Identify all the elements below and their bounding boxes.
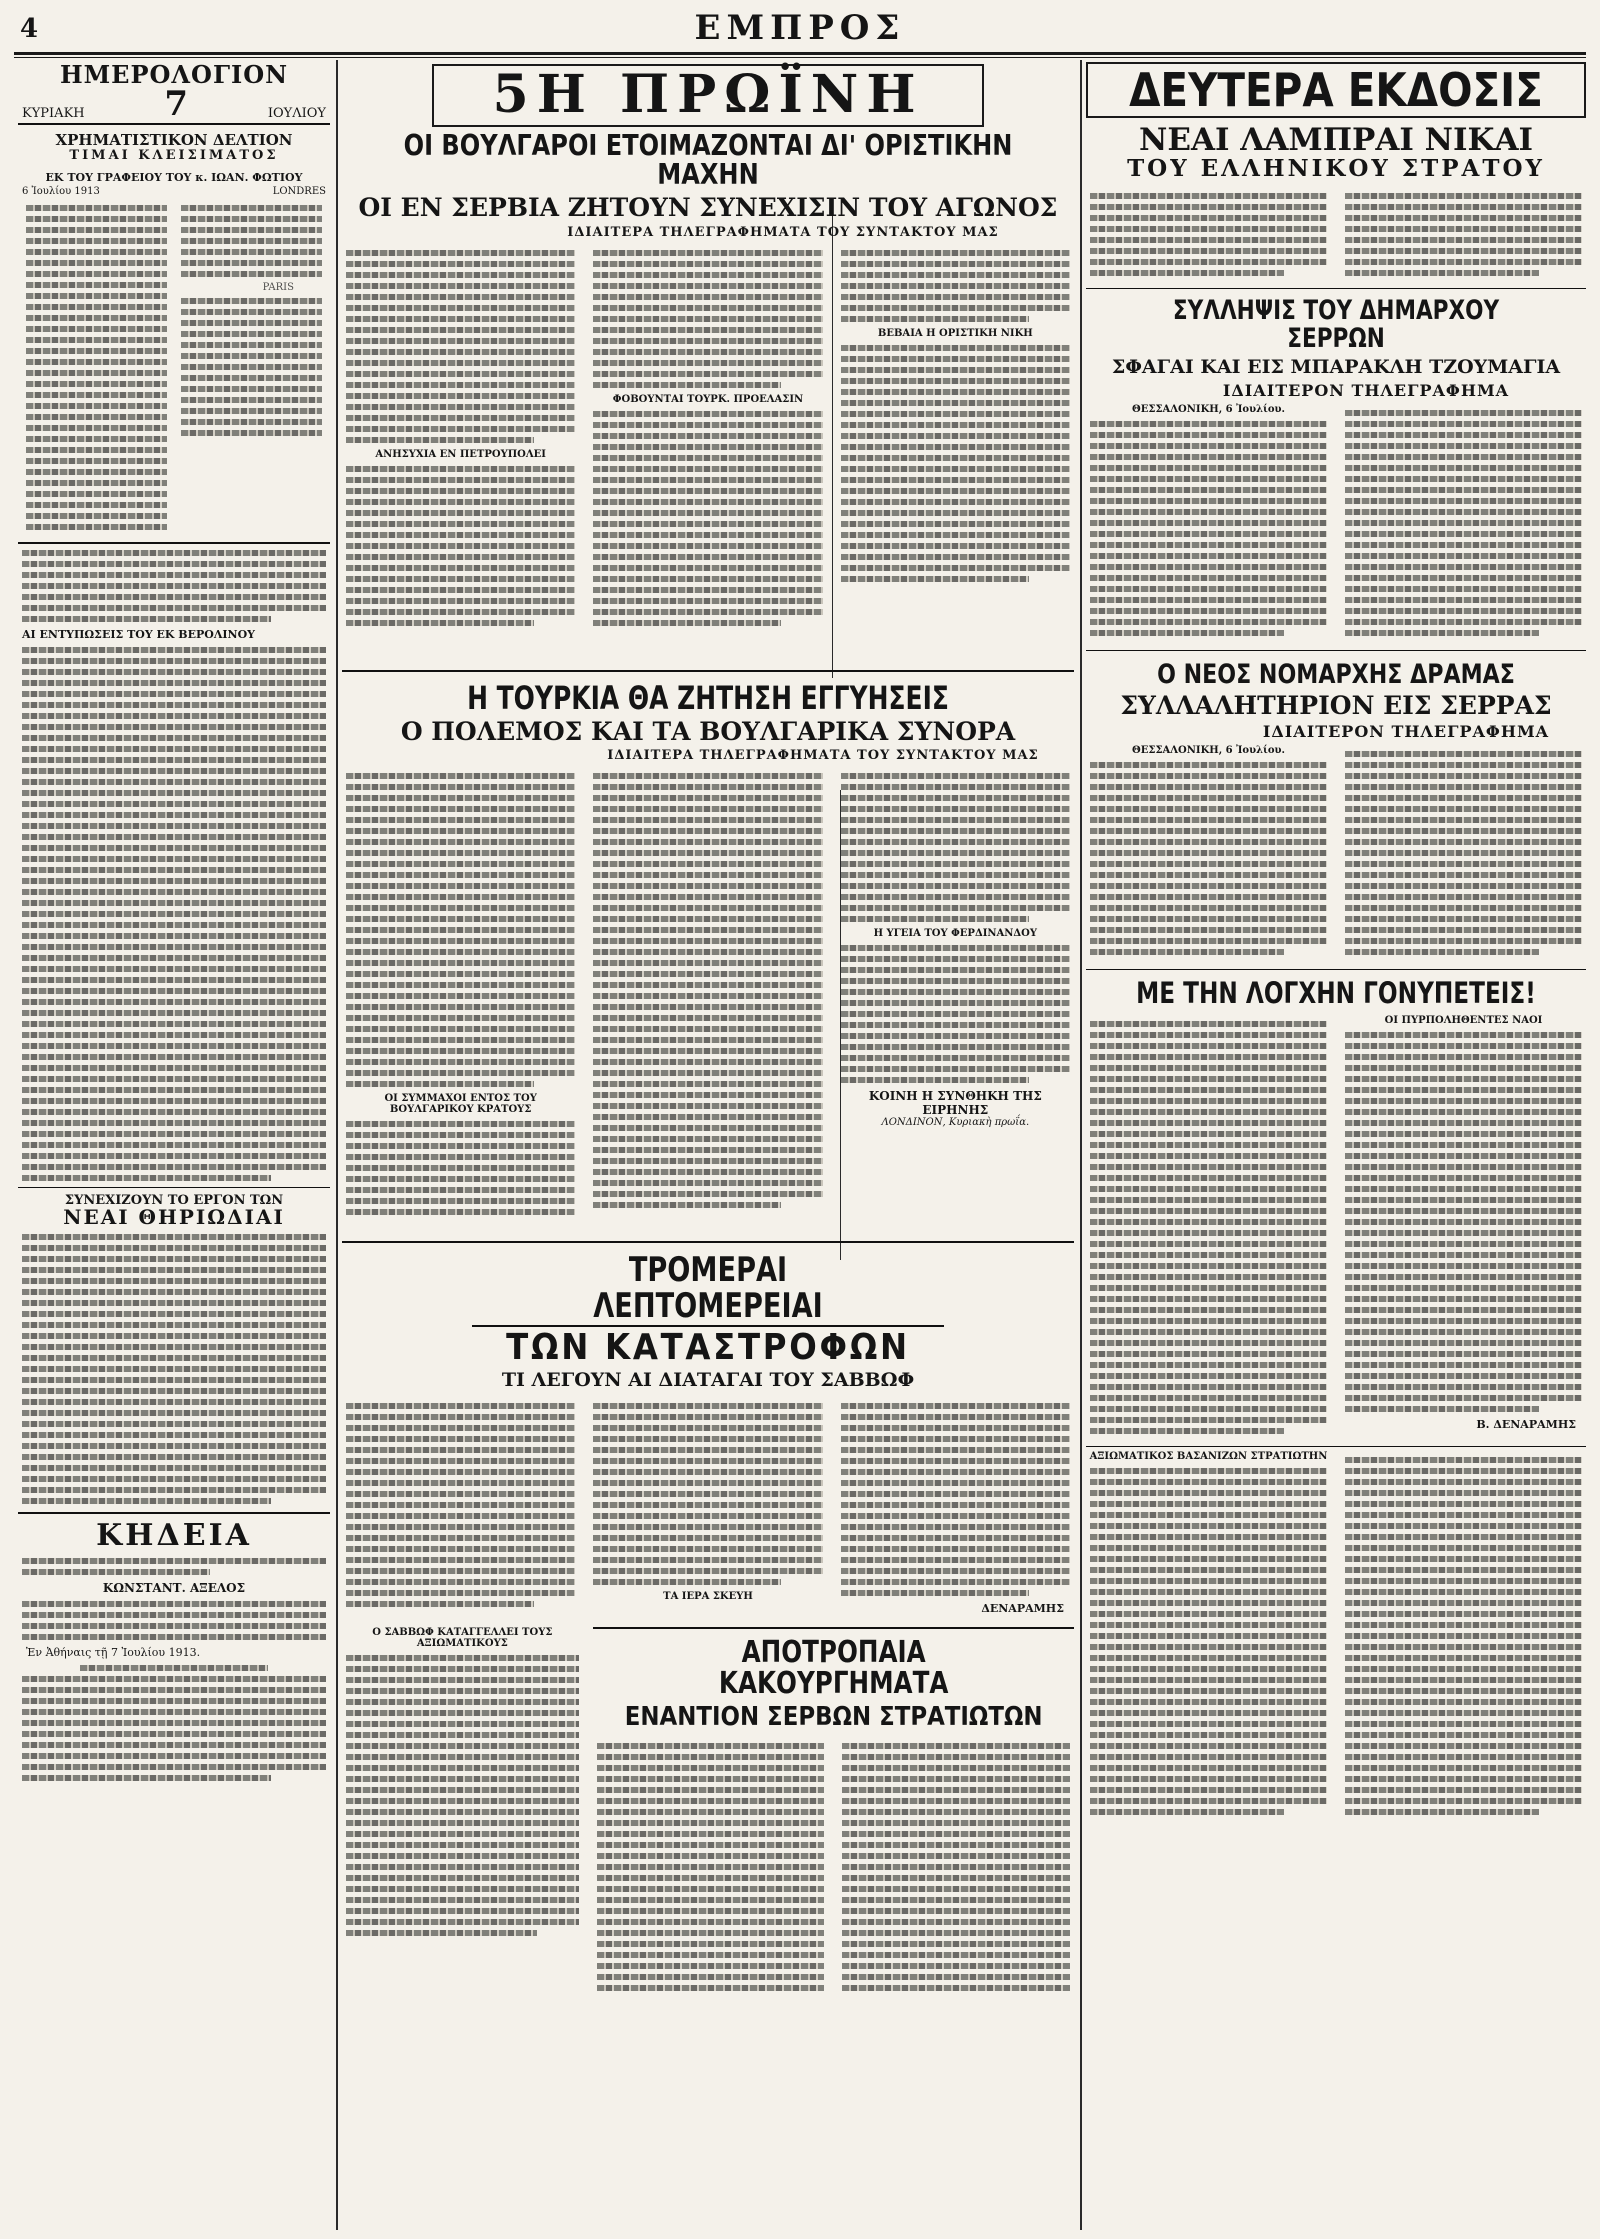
column-rule [336,60,338,2230]
almanac-title: ΗΜΕΡΟΛΟΓΙΟΝ [59,62,289,89]
center-column [342,62,1074,2232]
masthead-rule-thin [14,57,1586,58]
sacred-heading: ΤΑ ΙΕΡΑ ΣΚΕΥΗ [663,1590,753,1602]
funeral-place: Ἐν Ἀθήναις τῇ 7 Ἰουλίου 1913. [26,1645,201,1659]
turkey-columns [342,767,1074,1237]
paris-label: PARIS [262,281,294,293]
massacres-headline: ΣΦΑΓΑΙ ΚΑΙ ΕΙΣ ΜΠΑΡΑΚΛΗ ΤΖΟΥΜΑΓΙΑ [1111,355,1561,378]
article-body [22,550,326,622]
nomarch-headline: Ο ΝΕΟΣ ΝΟΜΑΡΧΗΣ ΔΡΑΜΑΣ [1157,658,1515,690]
details-headline: ΤΡΟΜΕΡΑΙ ΛΕΠΤΟΜΕΡΕΙΑΙ [472,1253,944,1326]
sub-headline: ΟΙ ΕΝ ΣΕΡΒΙΑ ΖΗΤΟΥΝ ΣΥΝΕΧΙΣΙΝ ΤΟΥ ΑΓΩΝΟΣ [358,193,1058,223]
second-edition-title: ΔΕΥΤΕΡΑ ΕΚΔΟΣΙΣ [1129,63,1543,117]
masthead-rule [14,52,1586,55]
funeral-name: ΚΩΝΣΤΑΝΤ. ΑΞΕΛΟΣ [102,1580,246,1595]
article-body [22,1601,326,1640]
works-heading: ΣΥΝΕΧΙΖΟΥΝ ΤΟ ΕΡΓΟΝ ΤΩΝ [64,1192,284,1208]
masthead: ΕΜΠΡΟΣ [694,8,906,48]
crimes-headline: ΑΠΟΤΡΟΠΑΙΑ ΚΑΚΟΥΡΓΗΜΑΤΑ [718,1634,949,1702]
article-body [22,647,326,1181]
treaty-heading: ΚΟΙΝΗ Η ΣΥΝΘΗΚΗ ΤΗΣ ΕΙΡΗΝΗΣ [868,1089,1042,1118]
savvof-heading: Ο ΣΑΒΒΩΦ ΚΑΤΑΓΓΕΛΛΕΙ ΤΟΥΣ ΑΞΙΩΜΑΤΙΚΟΥΣ [372,1626,553,1649]
article-body [22,1558,326,1575]
weekday: ΚΥΡΙΑΚΗ [22,106,85,122]
anhsychia-heading: ΑΝΗΣΥΧΙΑ ΕΝ ΠΕΤΡΟΥΠΟΛΕΙ [375,448,546,460]
market-title: ΧΡΗΜΑΤΙΣΤΙΚΟΝ ΔΕΛΤΙΟΝ [55,131,293,150]
works-heading-2: ΝΕΑΙ ΘΗΡΙΩΔΙΑΙ [63,1205,285,1230]
right-column [1086,62,1586,2232]
fovountai-heading: ΦΟΒΟΥΝΤΑΙ ΤΟΥΡΚ. ΠΡΟΕΛΑΣΙΝ [612,393,804,405]
telegram-heading-2: ΙΔΙΑΙΤΕΡΟΝ ΤΗΛΕΓΡΑΦΗΜΑ [1262,722,1550,742]
orders-headline: ΤΙ ΛΕΓΟΥΝ ΑΙ ΔΙΑΤΑΓΑΙ ΤΟΥ ΣΑΒΒΩΦ [501,1368,915,1391]
entyposeis-heading: ΑΙ ΕΝΤΥΠΩΣΕΙΣ ΤΟΥ ΕΚ ΒΕΡΟΛΙΝΟΥ [22,627,256,641]
market-date: 6 Ἰουλίου 1913 [22,185,100,197]
gun-headline: ΜΕ ΤΗΝ ΛΟΓΧΗΝ ΓΟΝΥΠΕΤΕΙΣ! [1136,976,1536,1011]
market-subtitle: ΤΙΜΑΙ ΚΛΕΙΣΙΜΑΤΟΣ [69,147,279,163]
health-heading: Η ΥΓΕΙΑ ΤΟΥ ΦΕΡΔΙΝΑΝΔΟΥ [873,928,1038,940]
allies-heading: ΟΙ ΣΥΜΜΑΧΟΙ ΕΝΤΟΣ ΤΟΥ ΒΟΥΛΓΑΡΙΚΟΥ ΚΡΑΤΟΥΣ [384,1093,537,1116]
savvof-columns [342,1627,1074,2017]
details-columns [342,1397,1074,1627]
churches-heading: ΟΙ ΠΥΡΠΟΛΗΘΕΝΤΕΣ ΝΑΟΙ [1384,1014,1543,1026]
center-signature: ΔΕΝΑΡΑΜΗΣ [981,1601,1064,1615]
telegram-columns [342,244,1074,664]
day-number: 7 [164,84,189,125]
column-rule [1080,60,1082,2230]
market-source: ΕΚ ΤΟΥ ΓΡΑΦΕΙΟΥ ΤΟΥ κ. ΙΩΑΝ. ΦΩΤΙΟΥ [45,170,303,184]
article-body [22,1665,326,1781]
crimes-sub-headline: ΕΝΑΝΤΙΟΝ ΣΕΡΒΩΝ ΣΤΡΑΤΙΩΤΩΝ [624,1701,1043,1732]
telegram-heading: ΙΔΙΑΙΤΕΡΟΝ ΤΗΛΕΓΡΑΦΗΜΑ [1222,380,1510,400]
telegrams-heading-2: ΙΔΙΑΙΤΕΡΑ ΤΗΛΕΓΡΑΦΗΜΑΤΑ ΤΟΥ ΣΥΝΤΑΚΤΟΥ ΜΑΣ [607,748,1039,764]
month: ΙΟΥΛΙΟΥ [267,106,326,122]
thess-dateline-2: ΘΕΣΣΑΛΟΝΙΚΗ, 6 Ἰουλίου. [1132,745,1285,757]
borders-headline: Ο ΠΟΛΕΜΟΣ ΚΑΙ ΤΑ ΒΟΥΛΓΑΡΙΚΑ ΣΥΝΟΡΑ [400,717,1016,747]
page-number: 4 [20,14,39,44]
funeral-heading: ΚΗΔΕΙΑ [96,1518,252,1554]
edition-box [432,64,984,127]
price-table [18,199,330,536]
main-headline: ΟΙ ΒΟΥΛΓΑΡΟΙ ΕΤΟΙΜΑΖΟΝΤΑΙ ΔΙ' ΟΡΙΣΤΙΚΗΝ ΜΑΧΗΝ [403,128,1013,191]
right-signature: Β. ΔΕΝΑΡΑΜΗΣ [1476,1417,1576,1431]
market-london: LONDRES [272,185,326,197]
left-column [18,62,330,2232]
date-box [18,84,330,125]
torture-heading: ΑΞΙΩΜΑΤΙΚΟΣ ΒΑΣΑΝΙΖΩΝ ΣΤΡΑΤΙΩΤΗΝ [1089,1450,1328,1462]
mayor-headline: ΣΥΛΛΗΨΙΣ ΤΟΥ ΔΗΜΑΡΧΟΥ ΣΕΡΡΩΝ [1172,294,1500,355]
edition-title: 5Η ΠΡΩΪΝΗ [492,64,924,125]
victories-headline: ΝΕΑΙ ΛΑΜΠΡΑΙ ΝΙΚΑΙ [1139,122,1533,159]
oristiki-heading: ΒΕΒΑΙΑ Η ΟΡΙΣΤΙΚΗ ΝΙΚΗ [877,327,1033,339]
turkey-headline: Η ΤΟΥΡΚΙΑ ΘΑ ΖΗΤΗΣΗ ΕΓΓΥΗΣΕΙΣ [467,678,949,717]
second-edition-box [1086,62,1586,118]
telegrams-heading: ΙΔΙΑΙΤΕΡΑ ΤΗΛΕΓΡΑΦΗΜΑΤΑ ΤΟΥ ΣΥΝΤΑΚΤΟΥ ΜΑΣ [567,224,999,240]
army-headline: ΤΟΥ ΕΛΛΗΝΙΚΟΥ ΣΤΡΑΤΟΥ [1127,154,1545,182]
treaty-dateline: ΛΟΝΔΙΝΟΝ, Κυριακὴ πρωΐα. [881,1117,1030,1129]
article-body [22,1234,326,1504]
rally-headline: ΣΥΛΛΑΛΗΤΗΡΙΟΝ ΕΙΣ ΣΕΡΡΑΣ [1120,690,1552,720]
thess-dateline: ΘΕΣΣΑΛΟΝΙΚΗ, 6 Ἰουλίου. [1132,403,1285,415]
destructions-headline: ΤΩΝ ΚΑΤΑΣΤΡΟΦΩΝ [506,1326,910,1368]
